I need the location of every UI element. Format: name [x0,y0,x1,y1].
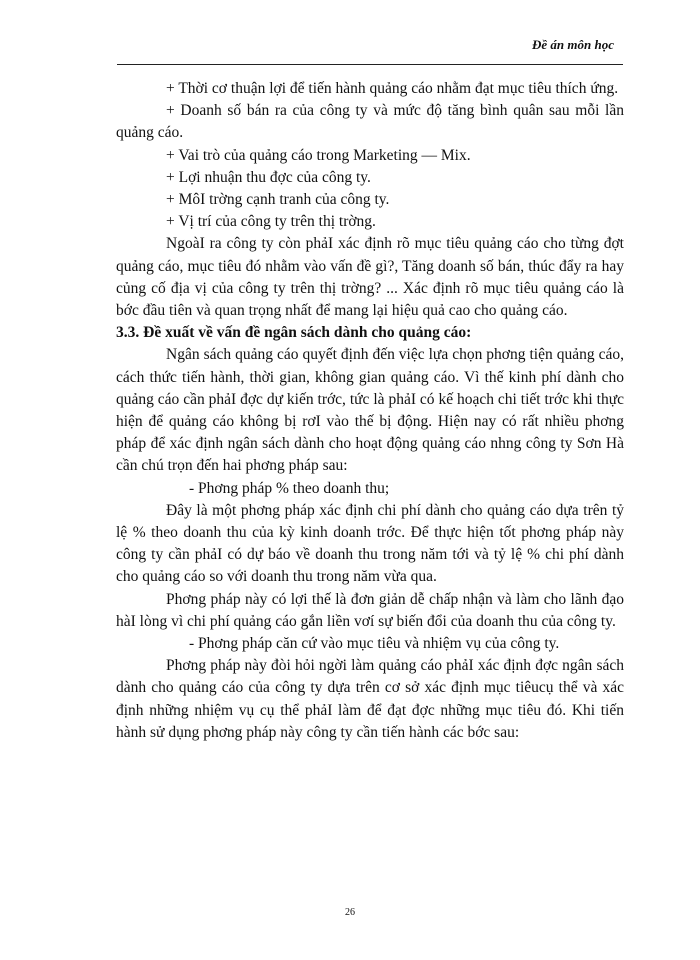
bullet-paragraph: + MôI trờng cạnh tranh của công ty. [166,191,390,209]
header-divider [117,64,623,65]
header-title: Đề án môn học [532,37,614,52]
bullet-paragraph: + Lợi nhuận thu đợc của công ty. [166,168,371,186]
bullet-paragraph: + Vị trí của công ty trên thị trờng. [166,213,376,231]
page-number: 26 [345,907,355,918]
method-item: - Phơng pháp % theo doanh thu; [189,479,390,497]
body-paragraph: Ngân sách quảng cáo quyết định đến việc lựa chọn phơng tiện quảng cáo, cách thức tiến hành, thời gian, không gian quảng cáo. Vì thế kinh phí dành cho quảng cáo cần phảI đợc dự kiến trớc, tức là phảI có kế hoạch chi tiết trớc khi thực hiện để quảng cáo không bị rơI vào thế bị động. Hiện nay có rất nhiều phơng pháp để xác định ngân sách dành cho hoạt động quảng cáo nhng công ty Sơn Hà cần chú trọn đến hai phơng pháp sau: [116,346,624,475]
body-paragraph: Đây là một phơng pháp xác định chi phí dành cho quảng cáo dựa trên tỷ lệ % theo doanh thu của kỳ kinh doanh trớc. Để thực hiện tốt phơng pháp này công ty cần phảI có dự báo về doanh thu trong năm tới và tỷ lệ % chi phí dành cho quảng cáo so với doanh thu trong năm vừa qua. [116,501,624,586]
bullet-paragraph: + Thời cơ thuận lợi để tiến hành quảng cáo nhằm đạt mục tiêu thích ứng. [166,80,619,97]
method-item: - Phơng pháp căn cứ vào mục tiêu và nhiệm vụ của công ty. [189,635,560,653]
body-paragraph: NgoàI ra công ty còn phảI xác định rõ mục tiêu quảng cáo cho từng đợt quảng cáo, mục tiêu đó nhằm vào vấn đề gì?, Tăng doanh số bán, thúc đẩy ra hay củng cố địa vị của công ty trên thị trờng? ... Xác định rõ mục tiêu quảng cáo là bớc đầu tiên và quan trọng nhất để mang lại hiệu quả cao cho quảng cáo. [116,235,624,320]
document-body [116,78,624,744]
body-paragraph: Phơng pháp này đòi hỏi ngời làm quảng cáo phảI xác định đợc ngân sách dành cho quảng cáo của công ty dựa trên cơ sở xác định mục tiêucụ thể và xác định những nhiệm vụ cụ thể phảI làm để đạt đợc những mục tiêu đó. Khi tiến hành sử dụng phơng pháp này công ty cần tiến hành các bớc sau: [116,657,624,741]
body-paragraph: Phơng pháp này có lợi thế là đơn giản dễ chấp nhận và làm cho lãnh đạo hàI lòng vì chi phí quảng cáo gắn liền vơí sự biến đổi của doanh thu của công ty. [116,590,624,630]
section-heading: 3.3. Đề xuất về vấn đề ngân sách dành cho quảng cáo: [116,324,472,342]
bullet-paragraph: + Doanh số bán ra của công ty và mức độ tăng bình quân sau mỗi lần quảng cáo. [116,102,624,142]
bullet-paragraph: + Vai trò của quảng cáo trong Marketing — Mix. [166,146,471,164]
